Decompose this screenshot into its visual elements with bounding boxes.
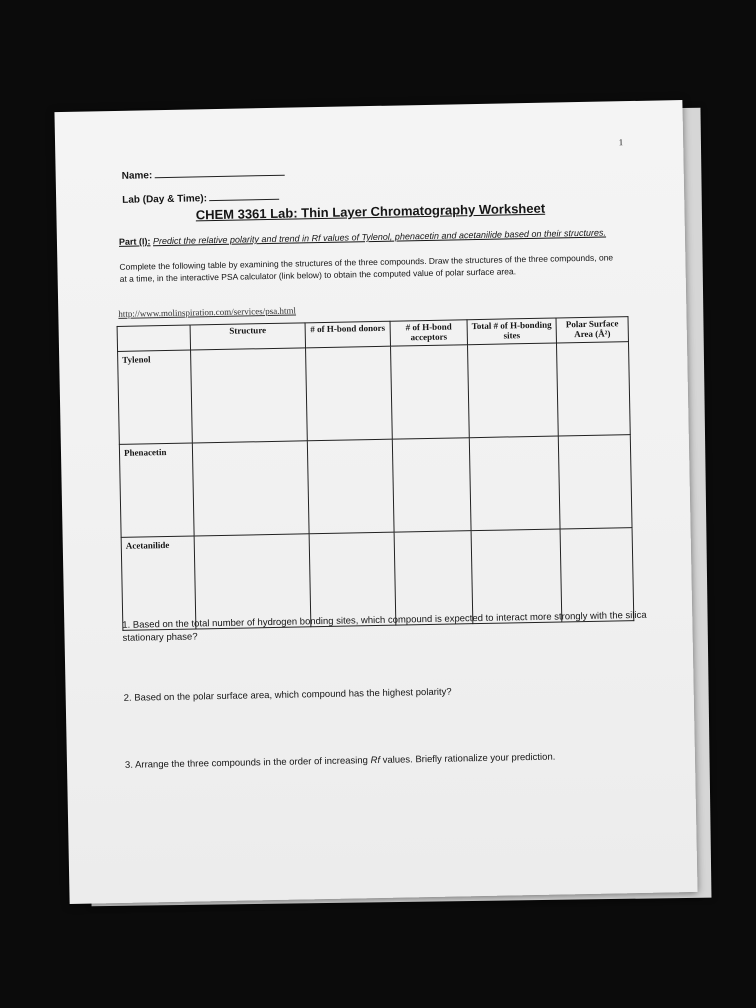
table-row <box>119 435 632 538</box>
question-3 <box>125 749 665 772</box>
table-cell[interactable] <box>469 436 560 531</box>
name-blank-line[interactable] <box>154 166 284 178</box>
header-cell-structure: Structure <box>190 323 305 350</box>
table-cell[interactable] <box>391 345 470 439</box>
header-cell-blank <box>117 325 190 351</box>
question-2: 2. Based on the polar surface area, which compound has the highest polarity? <box>123 686 452 704</box>
header-cell-polar-surface-area: Polar Surface Area (Å²) <box>556 317 628 343</box>
compounds-table <box>117 316 635 631</box>
table-cell[interactable] <box>192 441 309 536</box>
table-cell[interactable] <box>560 528 634 622</box>
question-1: 1. Based on the total number of hydrogen bonding sites, which compound is expected to interact more strongly with the silica stationary phase? <box>122 609 647 644</box>
row-label-acetanilide: Acetanilide <box>121 536 196 630</box>
worksheet-page <box>54 100 697 904</box>
part-prompt: Predict the relative polarity and trend in Rf values of Tylenol, phenacetin and acetanilide based on their structures. <box>152 227 607 247</box>
lab-blank-line[interactable] <box>209 190 279 201</box>
table-cell[interactable] <box>307 439 394 534</box>
table-cell[interactable] <box>392 438 471 532</box>
table-cell[interactable] <box>309 532 396 627</box>
name-field <box>122 166 285 182</box>
header-cell-hbond-acceptors: # of H-bond acceptors <box>390 320 467 346</box>
part-heading <box>119 227 619 248</box>
psa-calculator-link[interactable]: http://www.molinspiration.com/services/psa.html <box>118 305 297 319</box>
table-cell[interactable] <box>394 531 473 625</box>
table-cell[interactable] <box>558 435 632 529</box>
table-cell[interactable] <box>467 343 558 438</box>
question-3-start: 3. Arrange the three compounds in the order of increasing <box>124 755 369 771</box>
table-cell[interactable] <box>556 342 630 436</box>
lab-label: Lab (Day & Time): <box>122 193 208 206</box>
question-3-end: values. Briefly rationalize your prediction. <box>382 751 556 766</box>
worksheet-title: CHEM 3361 Lab: Thin Layer Chromatography Worksheet <box>195 200 546 223</box>
part-label: Part (I): <box>118 236 151 247</box>
instructions: Complete the following table by examining the structures of the three compounds. Draw the structures of the three compounds, one at a time, in the interactive PSA calculator (link below) to obtain the computed value of polar surface area. <box>119 252 614 284</box>
header-cell-total-hbond-sites: Total # of H-bonding sites <box>467 318 556 345</box>
lab-field <box>122 190 279 206</box>
page-number: 1 <box>618 137 624 148</box>
table-row <box>118 342 631 445</box>
row-label-tylenol: Tylenol <box>118 350 193 444</box>
table-cell[interactable] <box>306 346 393 441</box>
table-cell[interactable] <box>191 348 308 443</box>
row-label-phenacetin: Phenacetin <box>119 443 194 537</box>
name-label: Name: <box>121 170 153 182</box>
rf-term: Rf <box>370 754 381 767</box>
table-cell[interactable] <box>471 529 562 624</box>
header-cell-hbond-donors: # of H-bond donors <box>305 321 390 348</box>
